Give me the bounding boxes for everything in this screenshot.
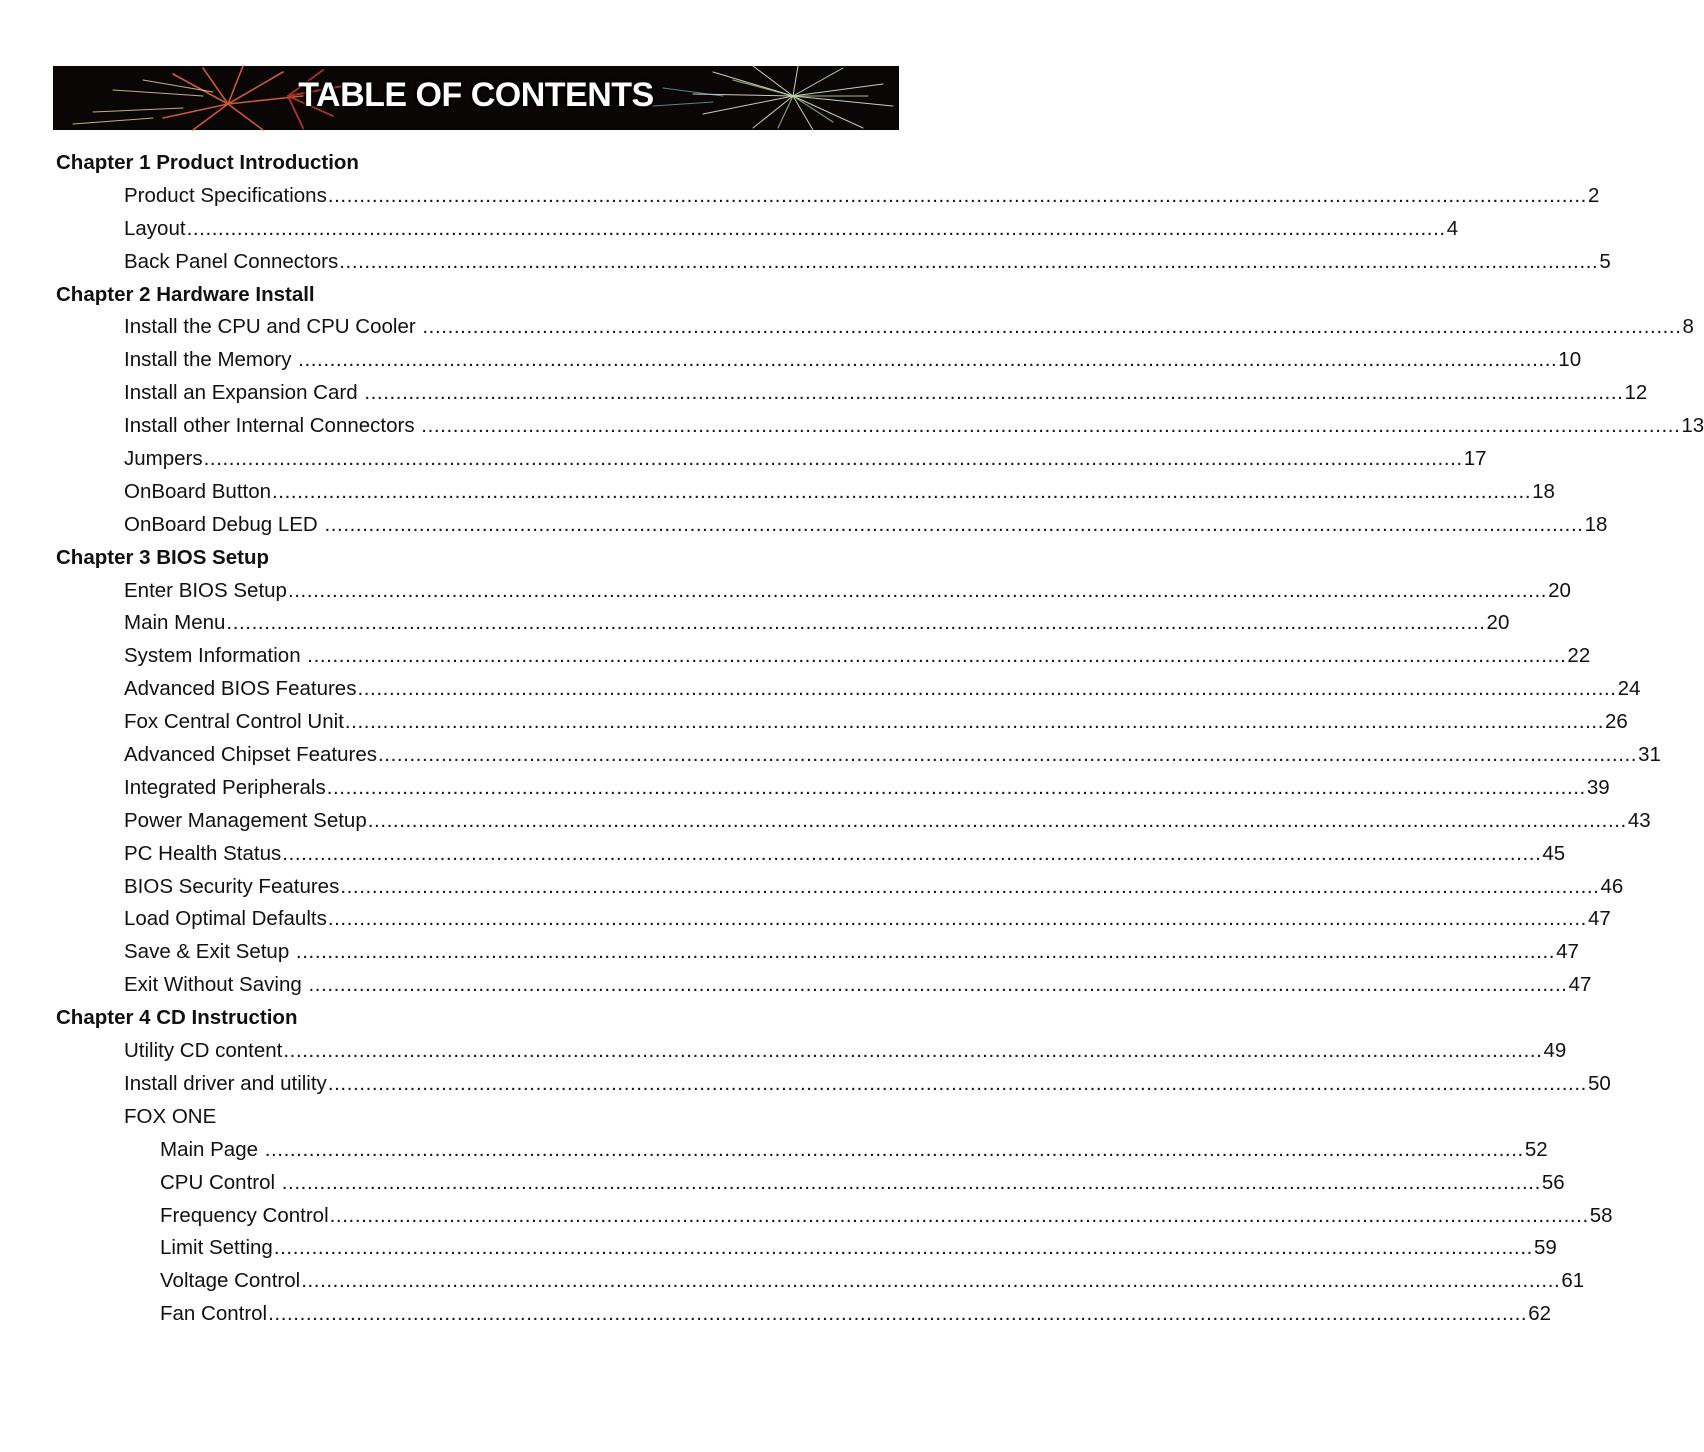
toc-entry-title: Install an Expansion Card [124, 381, 364, 405]
toc-entry [0, 1134, 1548, 1167]
toc-page-number: 18 [1584, 512, 1608, 536]
dot-leader [288, 575, 1547, 608]
dot-leader [328, 1068, 1587, 1101]
toc-entry-title: Install other Internal Connectors [124, 414, 421, 438]
chapter-heading: Chapter 2 Hardware Install [56, 282, 315, 306]
toc-entry-title: Layout [124, 216, 186, 240]
toc-page-number: 22 [1567, 644, 1591, 668]
dot-leader [378, 739, 1637, 772]
toc-entry [0, 1167, 1565, 1200]
toc-entry-title: Main Menu [124, 611, 226, 635]
dot-leader [324, 509, 1583, 542]
toc-page-number: 4 [1446, 216, 1459, 240]
toc-entry [0, 443, 1487, 476]
toc-entry [0, 180, 1600, 213]
toc-entry [0, 1265, 1585, 1298]
toc-entry [0, 476, 1555, 509]
toc-entry-title: Install the Memory [124, 348, 298, 372]
dot-leader [308, 969, 1567, 1002]
dot-leader [282, 838, 1541, 871]
toc-entry-title: Advanced Chipset Features [124, 743, 377, 767]
toc-page-number: 13 [1681, 414, 1704, 438]
toc-entry-title: Back Panel Connectors [124, 249, 339, 273]
dot-leader [204, 443, 1463, 476]
toc-page-number: 46 [1600, 874, 1624, 898]
toc-page-number: 49 [1543, 1039, 1567, 1063]
dot-leader [339, 246, 1598, 279]
toc-page-number: 56 [1541, 1170, 1565, 1194]
dot-leader [268, 1298, 1527, 1331]
toc-entry-title: Fan Control [160, 1302, 268, 1326]
toc-page-number: 59 [1533, 1236, 1557, 1260]
toc-page-number: 8 [1682, 315, 1694, 339]
toc-page-number: 45 [1542, 841, 1566, 865]
toc-page-number: 58 [1589, 1203, 1613, 1227]
dot-leader [272, 476, 1531, 509]
toc-page-number: 47 [1587, 907, 1611, 931]
toc-entry-title: Limit Setting [160, 1236, 273, 1260]
toc-page-number: 18 [1532, 479, 1555, 503]
toc-entry [0, 311, 1694, 344]
toc-entry [0, 772, 1610, 805]
toc-page-number: 20 [1548, 578, 1571, 602]
dot-leader [330, 1200, 1589, 1233]
toc-entry [0, 936, 1579, 969]
dot-leader [265, 1134, 1524, 1167]
toc-section-label: FOX ONE [124, 1104, 217, 1128]
toc-entry [0, 805, 1651, 838]
toc-entry-title: Main Page [160, 1137, 264, 1161]
toc-entry [0, 1298, 1552, 1331]
dot-leader [187, 213, 1446, 246]
dot-leader [345, 706, 1604, 739]
toc-entry-title: Load Optimal Defaults [124, 907, 327, 931]
toc-entry-title: Advanced BIOS Features [124, 677, 357, 701]
toc-entry-title: Jumpers [124, 447, 203, 471]
toc-entry [0, 1200, 1613, 1233]
dot-leader [283, 1035, 1542, 1068]
toc-page-number: 47 [1568, 973, 1592, 997]
toc-entry-title: Utility CD content [124, 1039, 283, 1063]
toc-entry [0, 377, 1648, 410]
toc-entry-title: BIOS Security Features [124, 874, 340, 898]
toc-entry [0, 871, 1624, 904]
dot-leader [296, 936, 1555, 969]
dot-leader [307, 640, 1566, 673]
toc-entry [0, 246, 1611, 279]
chapter-heading: Chapter 1 Product Introduction [56, 151, 359, 174]
toc-page-number: 26 [1605, 710, 1628, 734]
chapter-heading: Chapter 4 CD Instruction [56, 1006, 298, 1030]
toc-entry-title: Product Specifications [124, 183, 327, 207]
toc-entry-title: OnBoard Button [124, 479, 272, 503]
dot-leader [328, 903, 1587, 936]
toc-entry [0, 344, 1582, 377]
dot-leader [368, 805, 1627, 838]
dot-leader [301, 1265, 1560, 1298]
toc-page-number: 47 [1556, 940, 1579, 964]
toc-entry-title: Power Management Setup [124, 808, 367, 832]
toc-page-number: 50 [1587, 1071, 1611, 1095]
toc-entry [0, 410, 1704, 443]
table-of-contents [0, 147, 1704, 1331]
toc-entry [0, 640, 1591, 673]
toc-entry-title: CPU Control [160, 1170, 281, 1194]
toc-page-number: 2 [1587, 183, 1600, 207]
dot-leader [328, 180, 1587, 213]
dot-leader [282, 1167, 1541, 1200]
toc-page-number: 52 [1524, 1137, 1548, 1161]
toc-entry [0, 838, 1566, 871]
toc-entry-title: Fox Central Control Unit [124, 710, 344, 734]
toc-page-number: 62 [1528, 1302, 1552, 1326]
toc-page-number: 5 [1599, 249, 1611, 273]
toc-entry-title: Frequency Control [160, 1203, 329, 1227]
toc-entry [0, 213, 1459, 246]
toc-entry [0, 509, 1608, 542]
dot-leader [274, 1232, 1533, 1265]
toc-entry-title: OnBoard Debug LED [124, 512, 324, 536]
dot-leader [340, 871, 1599, 904]
dot-leader [421, 410, 1680, 443]
toc-entry [0, 1035, 1567, 1068]
toc-page-number: 20 [1486, 611, 1510, 635]
chapter-heading: Chapter 3 BIOS Setup [56, 545, 270, 569]
header-banner [53, 66, 899, 130]
dot-leader [357, 673, 1616, 706]
toc-page-number: 31 [1638, 743, 1661, 767]
toc-entry-title: Install the CPU and CPU Cooler [124, 315, 422, 339]
toc-entry [0, 575, 1571, 608]
toc-entry [0, 1232, 1557, 1265]
toc-page-number: 10 [1558, 348, 1582, 372]
dot-leader [364, 377, 1623, 410]
dot-leader [298, 344, 1557, 377]
dot-leader [327, 772, 1586, 805]
toc-entry [0, 1068, 1611, 1101]
toc-entry [0, 903, 1611, 936]
toc-entry [0, 739, 1661, 772]
toc-entry-title: System Information [124, 644, 307, 668]
toc-page-number: 43 [1627, 808, 1651, 832]
toc-entry [0, 673, 1641, 706]
toc-entry [0, 969, 1592, 1002]
toc-entry-title: PC Health Status [124, 841, 282, 865]
toc-page-number: 39 [1586, 775, 1610, 799]
toc-entry-title: Integrated Peripherals [124, 775, 326, 799]
toc-entry-title: Install driver and utility [124, 1071, 327, 1095]
toc-page-number: 12 [1624, 381, 1648, 405]
toc-entry-title: Save & Exit Setup [124, 940, 295, 964]
toc-entry-title: Voltage Control [160, 1269, 301, 1293]
toc-entry-title: Enter BIOS Setup [124, 578, 287, 602]
toc-entry [0, 607, 1510, 640]
dot-leader [422, 311, 1681, 344]
page-title: TABLE OF CONTENTS [298, 76, 654, 114]
toc-entry-title: Exit Without Saving [124, 973, 308, 997]
toc-page-number: 17 [1463, 447, 1487, 471]
toc-entry [0, 706, 1628, 739]
toc-page-number: 24 [1617, 677, 1641, 701]
dot-leader [226, 607, 1485, 640]
toc-page-number: 61 [1561, 1269, 1585, 1293]
